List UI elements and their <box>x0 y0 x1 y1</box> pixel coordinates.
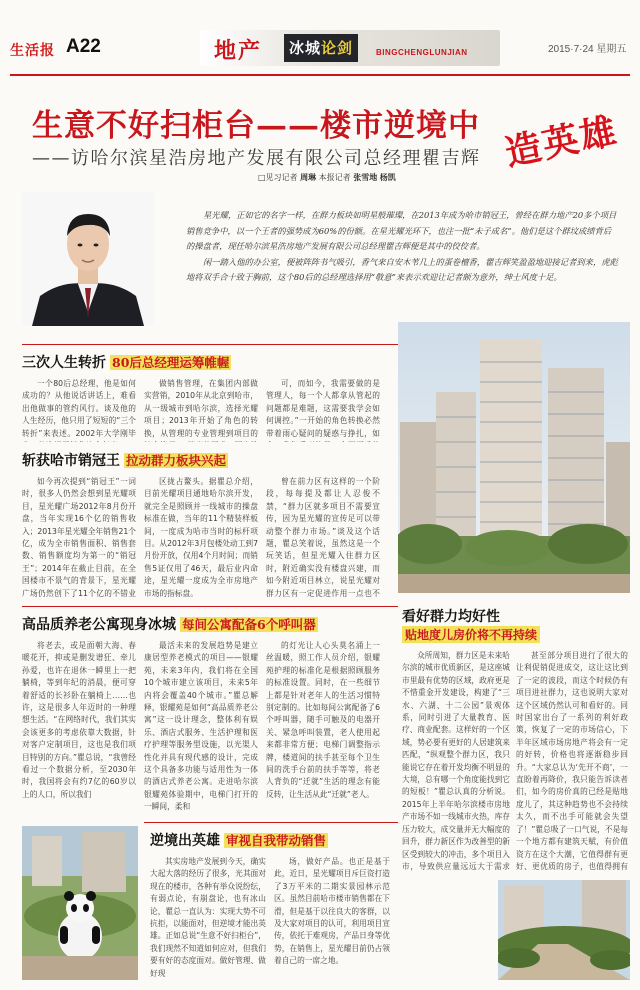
section-2-col-3: 曾在前力区有这样的一个阶段，每每提及都让人忍俊不禁，“群力区就多项目不需要宣传，因为星光耀的宣传足可以带动整个群力市场。”谈及这个话题，瞿总笑着说，虽然这是一个玩笑话，但星光耀入住群力区时，附近确实没有楼盘兴建，而如今附近项目林立，说星光耀对群力区有一定促进作用一点也不 <box>266 477 380 598</box>
panda-display-photo <box>22 826 138 980</box>
section-1-col-3: 可，而如今，我需要做的是管理人，每一个人都拿从管起的问题都是难题，这需要我学会如何调控。”一开始的角色转换必然带着雨心疑问的疑惑与挣扎，如 <box>266 379 380 438</box>
section-4-highlight: 贴地度儿房价将不再持续 <box>402 626 540 643</box>
section-3-col-1: 将老去，或是面朝大海、春暖花开，抑或是删发谱狂、牵儿孙爱，也许在退休一瞬里上一把躺椅，等到年纪的消晨，便可穿着舒适的长衫卧在躺椅上……也许，这是很多人年迈时的一种理想生活。“在网络时代，我们其实会该更多的考虑依靠大数据，针对客户定制项目，这也是我们项目特别的方向。”瞿总说，“我曾经看过一个数据分析，至2030年时，我国将会有约7亿的60岁以上的人口，所以我们 <box>22 641 136 799</box>
headline-stamp: 造英雄 <box>501 109 622 175</box>
section-3-heading: 高品质养老公寓现身冰城 <box>22 617 176 633</box>
byline-name-1: 周琳 <box>300 173 317 182</box>
intro-text <box>186 208 618 286</box>
section-column-name: 冰城 <box>288 39 321 57</box>
section-5-title <box>150 830 328 850</box>
building-photo <box>398 322 630 593</box>
page-number: A22 <box>66 36 101 57</box>
section-3-highlight: 每间公寓配备6个呼叫器 <box>182 617 316 632</box>
subheadline: ——访哈尔滨星浩房地产发展有限公司总经理瞿吉辉 <box>32 148 481 169</box>
section-2-heading: 斩获哈市销冠王 <box>22 453 120 469</box>
section-3-title <box>22 614 318 634</box>
section-column-accent: 论剑 <box>321 39 354 57</box>
section-1-col-2: 做销售管理，在集团内部做实营销，2010年从北京到哈市，从一级城市到哈尔滨，选择光耀项目；2013年开始了角色的转换，从管理的专业管理到项目的 <box>144 379 258 438</box>
section-5-col-2: 场，做好产品。也正是基于此，近日，星光耀项目斥巨资打造了3万平米的二期实景园林示范区。虽然目前哈市楼市销售都在下滑，但是基于以往良大的客群，以及大家对项目的认可，利用项目宣传，依托于难观房，产品日身等优势，在销售上，星光耀目前仍占领着自己的一席之地。 <box>274 857 390 966</box>
section-divider <box>144 822 398 823</box>
issue-date: 2015·7·24 星期五 <box>548 44 627 55</box>
byline-prefix: □见习记者 <box>258 173 298 182</box>
section-1-heading: 三次人生转折 <box>22 355 106 371</box>
section-banner <box>200 30 500 66</box>
intro-paragraph: 星光耀，正如它的名字一样，在群力板块如明星般璀璨，在2013年成为哈市销冠王，曾经在群力地产20多个项目销售竞争中，以一个王者的强势成为60%的份额。在星光耀光环下，也注一批“未子成名”。他们是这个群坟成绩背后的操盘者，现任哈尔滨星浩房地产发展有限公司总经理瞿吉辉便是其中的佼佼者。 <box>186 210 617 251</box>
section-3-col-2: 最活未来的发展趋势是建立康居型养老模式的项目——银耀苑，未来3年内，我们将在全国10个城市建立该项目，未来5年内将会覆盖40个城市。”瞿总解释，银耀苑是如何“高品质养老公寓”这一设计理念，整体利有娱乐、酒店式服务、生活护理和医疗护理等服务型设施，以光渠人性化并具有现代感的设计，完成这个具备多功能与适用性为一体的酒店式养老公寓。走进哈尔滨银耀苑体验期中，电梯门打开的一瞬间，柔和 <box>144 641 258 812</box>
masthead <box>0 0 640 78</box>
headline: 生意不好扫柜台——楼市逆境中 <box>32 108 480 144</box>
section-4-heading: 看好群力均好性 <box>402 609 500 625</box>
byline-name-3: 杨凯 <box>379 173 396 182</box>
intro-paragraph: 闲一踏入他的办公室，便被阵阵书气吸引，香气来自安木苇几上的蛋卷檀香，瞿吉辉笑盈盈地迎接记者到来，虎彪地将双手合十致于胸前，这个80后的总经理选择用“敬意”来表示欢迎让记者颇为意外，绅士风度十足。 <box>186 256 618 282</box>
newspaper-logo: 生活报 <box>10 43 55 59</box>
section-name: 地产 <box>214 38 263 64</box>
section-5-heading: 逆境出英雄 <box>150 833 220 849</box>
masthead-rule <box>10 74 630 76</box>
section-2-col-1: 如今再次提到“销冠王”一词时，很多人仍然会想到星光耀项目，星光耀广场2012年8月份开盘，当年实现16个亿的销售收入；2013年星光耀全年销售21个亿，成为全市销售面积、销售套数、销售额度均为第一的“销冠王”；2014年在截止目前，在全国楼市不景气的背景下，星光耀广场仍然创下了11个亿的不错业 <box>22 477 136 598</box>
byline-name-2: 张雪地 <box>353 173 378 182</box>
garden-photo <box>498 880 630 980</box>
section-5-col-1: 其实房地产发展到今天，确实大起大落的经历了很多，光其面对现在的楼市，各种有举众说纷纭，有弱点论，有崩盘论，也有冰山论，瞿总一直认为：实现大势不可抗拒，以能面对，但逆境才能出英雄。正如总说“生意不好扫柜台”，我们现然不知道如何应对，但我们要有好的态度面对。做好管理、做好现 <box>150 857 266 978</box>
section-2-col-2: 区拢占鳌头。据瞿总介绍，目前光耀项目通地哈尔滨开发，就完全是照顾并一线城市的操盘标准在做，当年的11个精装样板间，一度成为哈市当时的标杆项目。从2012年3月包楼处动工到7月份开放，仅用4个月时间；而销售5证仅用了46天，最后业内命途，星光耀一度成为全市房地产市场的指标盘。 <box>144 477 258 598</box>
section-1-title <box>22 352 231 372</box>
section-divider <box>22 344 398 345</box>
section-1-highlight: 80后总经理运筹帷幄 <box>112 355 230 370</box>
section-column-badge <box>284 34 358 62</box>
section-4-col-1: 众所周知，群力区是未来哈尔滨的城市优质新区，是这座城市里最有优势的区域，政府更是不惜重金开发建设，构建了“三水、六湖、十二公园”景观体系，同时引进了大量教育、医疗、商业配套。这样好的一个区域，势必要有更好的人居建筑来匹配，“纵观整个群力区，我只能说它存在着开发均衡不明显的大境，总有哪一个角度能找到它的短板！”瞿总认真的分析说。2015年上半年哈尔滨楼市房地产市场不如一线城市火热，库存压力较大，成交量并无大幅度的回升，群力新区作为改善型的新区受到较大的冲击，多个项目入市，导致供应量远远大于需求 <box>402 651 510 871</box>
byline <box>258 172 396 183</box>
section-pinyin: BINGCHENGLUNJIAN <box>376 48 468 57</box>
portrait-photo <box>22 192 154 326</box>
section-3-col-3: 的灯光让人心头莫名涌上一丝温暖，照工作人员介绍，银耀苑护理的标准化是根据照顾服务的标准设置。同时，在一些细节上都是针对老年人的生活习惯特别定制的。比如每间公寓配备了6个呼叫器，随手可触及的电器开关、紧急呼叫装置，老人使用起来都非常方便；电梯门调整指示牌，楼道间的扶手甚至每个卫生间的洗手台前的扶手等等，将老人背负的“迁就”生活的理念有能反转，让生活从此“迁就”老人。 <box>266 641 380 799</box>
byline-middle: 本报记者 <box>318 173 351 182</box>
section-5-highlight: 审视自我带动销售 <box>226 833 327 848</box>
section-4-col-2: 甚至部分项目进行了很大的让利促销促进成交，这让这比到了一定的波段，而这个时候仍有项目进社群力，这也说明大家对这个区域仍然认可和看好的。同时国家出台了一系列的利好政策，恢复了一定的市场信心，下半年区域市场房地产将会有一定的好转，价格也将逐渐稳步回升。“大家总认为‘先开不商’，一直盼着再降价，我只能告诉读者们，如今的房价真的已经是贴地度儿了，其这种趋势也不会持续太久，而不出手可能就会失望了！”瞿总吸了一口气说，不是每一个地方都有建筑天赋，有价值资方在这个大潮，它值得群有更好、更优质的房子，也值得拥有 <box>516 651 628 871</box>
section-1-col-1: 一个80后总经理，他是如何成功的？从他说话讲话上，难看出他做事的管约风行。谈及他的人生经历，他只用了短短的“三个转折”来表述。2002年大学刚毕 <box>22 379 136 438</box>
section-2-highlight: 拉动群力板块兴起 <box>126 453 227 468</box>
section-2-title <box>22 450 228 470</box>
section-divider <box>22 606 398 607</box>
